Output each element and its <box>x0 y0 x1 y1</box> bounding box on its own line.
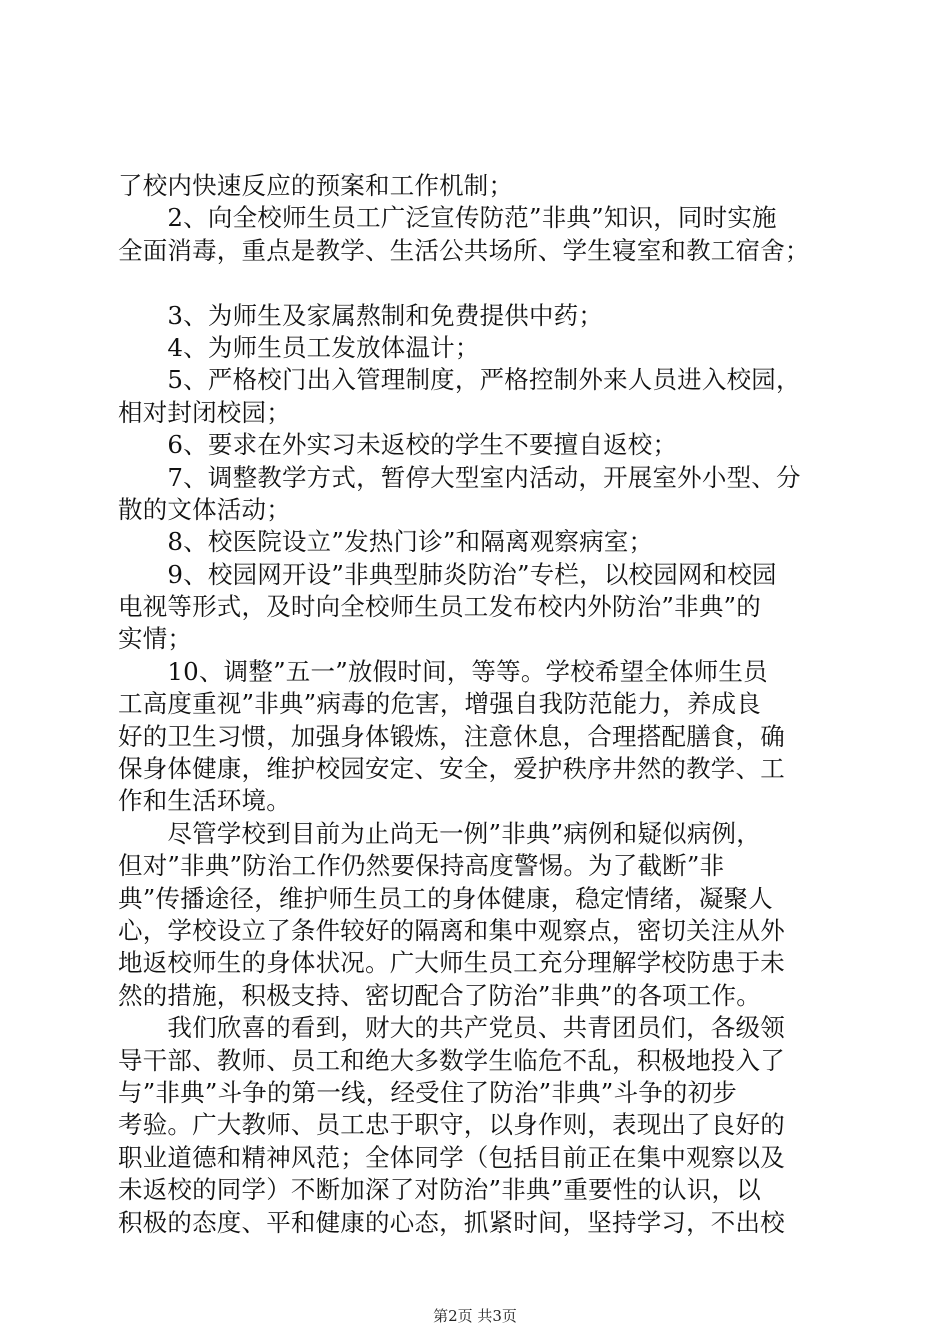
text-line: 9、校园网开设”非典型肺炎防治”专栏，以校园网和校园 <box>118 559 777 589</box>
text-line: 我们欣喜的看到，财大的共产党员、共青团员们，各级领 <box>118 1013 785 1043</box>
text-line: 2、向全校师生员工广泛宣传防范”非典”知识，同时实施 <box>118 203 777 233</box>
text-line: 积极的态度、平和健康的心态，抓紧时间，坚持学习，不出校 <box>118 1207 785 1237</box>
blank-line <box>118 267 833 299</box>
text-line: 工高度重视”非典”病毒的危害，增强自我防范能力，养成良 <box>118 689 761 719</box>
text-line: 典”传播途径，维护师生员工的身体健康，稳定情绪，凝聚人 <box>118 883 773 913</box>
text-line: 5、严格校门出入管理制度，严格控制外来人员进入校园， <box>118 365 801 395</box>
text-line: 与”非典”斗争的第一线，经受住了防治”非典”斗争的初步 <box>118 1077 737 1107</box>
text-line: 10、调整”五一”放假时间，等等。学校希望全体师生员 <box>118 656 768 686</box>
text-line: 保身体健康，维护校园安定、安全，爱护秩序井然的教学、工 <box>118 754 785 784</box>
document-body <box>118 170 833 1239</box>
text-line: 心，学校设立了条件较好的隔离和集中观察点，密切关注从外 <box>118 915 785 945</box>
text-line: 作和生活环境。 <box>118 786 291 816</box>
text-line: 考验。广大教师、员工忠于职守，以身作则，表现出了良好的 <box>118 1110 785 1140</box>
text-line: 7、调整教学方式，暂停大型室内活动，开展室外小型、分 <box>118 462 801 492</box>
text-line: 电视等形式，及时向全校师生员工发布校内外防治”非典”的 <box>118 592 761 622</box>
text-line: 4、为师生员工发放体温计； <box>118 332 480 362</box>
text-line: 全面消毒，重点是教学、生活公共场所、学生寝室和教工宿舍； <box>118 235 810 265</box>
page-footer: 第2页 共3页 <box>433 1307 517 1325</box>
text-line: 3、为师生及家属熬制和免费提供中药； <box>118 300 604 330</box>
text-line: 然的措施，积极支持、密切配合了防治”非典”的各项工作。 <box>118 980 761 1010</box>
text-line: 但对”非典”防治工作仍然要保持高度警惕。为了截断”非 <box>118 851 725 881</box>
text-line: 6、要求在外实习未返校的学生不要擅自返校； <box>118 430 678 460</box>
text-line: 了校内快速反应的预案和工作机制； <box>118 171 514 200</box>
text-line: 散的文体活动； <box>118 494 291 524</box>
text-line: 职业道德和精神风范；全体同学（包括目前正在集中观察以及 <box>118 1142 785 1172</box>
text-line: 好的卫生习惯，加强身体锻炼，注意休息，合理搭配膳食，确 <box>118 721 785 751</box>
text-line: 实情； <box>118 624 193 654</box>
text-line: 导干部、教师、员工和绝大多数学生临危不乱，积极地投入了 <box>118 1045 785 1075</box>
text-line: 相对封闭校园； <box>118 397 291 427</box>
text-line: 未返校的同学）不断加深了对防治”非典”重要性的认识，以 <box>118 1175 761 1205</box>
text-line: 地返校师生的身体状况。广大师生员工充分理解学校防患于未 <box>118 948 785 978</box>
text-line: 8、校医院设立”发热门诊”和隔离观察病室； <box>118 527 654 557</box>
text-line: 尽管学校到目前为止尚无一例”非典”病例和疑似病例， <box>118 818 761 848</box>
